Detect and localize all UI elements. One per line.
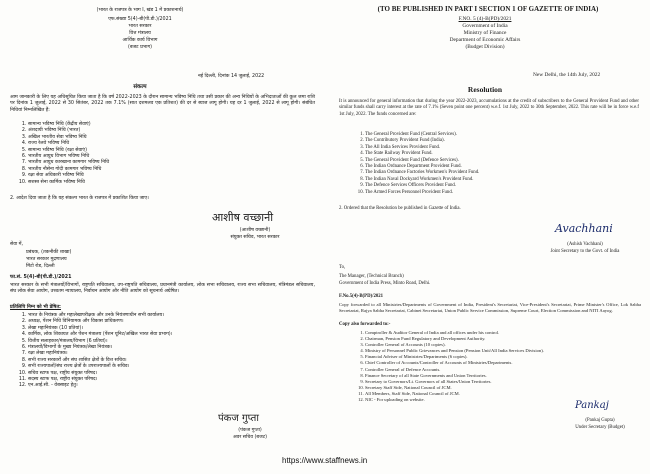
english-division: (Budget Division) — [465, 44, 505, 50]
list-item: 12. एन.आई.सी. - वेबसाइट हेतु। — [28, 383, 308, 389]
english-to-line: The Manager, (Technical Branch) — [339, 274, 404, 279]
english-signer2-name: (Pankaj Gupta) — [585, 418, 615, 423]
hindi-file-number: एफ.संख्या 5(4)-बी(पी.डी.)/2021 — [108, 17, 172, 22]
list-item: 10. सचिव स्टाफ पक्ष, राष्ट्रीय संयुक्त परिषद। — [28, 371, 308, 377]
list-item: 12. NIC - For uploading on website. — [365, 397, 650, 403]
hindi-copy-para: भारत सरकार के सभी मंत्रालयों/विभागों, राष्ट्रपति सचिवालय, उप-राष्ट्रपति सचिवालय, प्रधानमंत्री कार्यालय, लोक सभा सचिवालय, राज्य सभा सचिवालय, मंत्रिमंडल सचिवालय, संघ लोक सेवा आयोग, उच्चतम न्यायालय, निर्वाचन आयोग और नीति आयोग को सूचनार्थ अग्रेषित। — [10, 283, 315, 295]
english-signature: Avachhani — [555, 222, 613, 235]
list-item: 9. रक्षा सेवा अधिकारी भविष्य निधि — [28, 173, 308, 179]
footer-url: https://www.staffnews.in — [282, 456, 368, 465]
english-date: New Delhi, the 14th July, 2022 — [533, 72, 601, 78]
hindi-heading: संकल्प — [133, 84, 147, 90]
list-item: 9. सभी राज्यपालों/संघ राज्य क्षेत्रों के उपराज्यपालों के सचिव। — [28, 364, 308, 370]
hindi-body: आम जानकारी के लिए यह अधिसूचित किया जाता है कि वर्ष 2022-2023 के दौरान सामान्य भविष्य निधि तथा उसी प्रकार की अन्य निधियों के अभिदाताओं की कुल जमा राशि पर दिनांक 1 जुलाई, 2022 से 30 सितंबर, 2022 तक 7.1% (सात दशमलव एक प्रतिशत) की दर से ब्याज लागू होगी। यह दर 1 जुलाई, 2022 से लागू होगी। संबंधित निधियां निम्नलिखित हैं: — [10, 95, 315, 113]
list-item: 4. The State Railway Provident Fund. — [365, 151, 635, 157]
list-item: 3. अखिल भारतीय सेवा भविष्य निधि — [28, 135, 308, 141]
english-file-number: F.NO. 5 (4)-B(PD)/2021 — [458, 16, 512, 22]
hindi-government: भारत सरकार — [128, 24, 152, 29]
list-item: 1. सामान्य भविष्य निधि (केंद्रीय सेवाएं) — [28, 122, 308, 128]
english-copy-para: Copy forwarded to all Ministries/Departments of Government of India, President's Secretariat, Vice-President's Secretariat, Prime Minister's Office, Lok Sabha Secretariat, Rajya Sabha Secretariat, Cabinet Secretariat, Union Public Service Commission, Supreme Court, Election Commission and NITI Aayog. — [339, 302, 641, 313]
list-item: 1. The General Provident Fund (Central Services). — [365, 132, 635, 138]
list-item: 1. भारत के नियंत्रक और महालेखापरीक्षक और उनके नियंत्रणाधीन सभी कार्यालय। — [28, 313, 308, 319]
hindi-division: (बजट प्रभाग) — [127, 45, 153, 50]
list-item: 4. कार्मिक, लोक शिकायत और पेंशन मंत्रालय (पेंशन यूनिट/अखिल भारत सेवा प्रभाग)। — [28, 332, 308, 338]
list-item: 8. सभी राज्य सरकारों और संघ शासित क्षेत्रों के वित्त सचिव। — [28, 358, 308, 364]
list-item: 7. रक्षा लेखा महानियंत्रक। — [28, 351, 308, 357]
hindi-file-number-2: फा.सं. 5(4)-बी(पी.डी.)/2021 — [10, 275, 72, 280]
hindi-department: आर्थिक कार्य विभाग — [122, 38, 158, 43]
hindi-signature-2: पंकज गुप्ता — [218, 413, 259, 424]
hindi-signer-title: संयुक्त सचिव, भारत सरकार — [230, 235, 280, 240]
list-item: 4. Ministry of Personnel Public Grievances and Pension (Pension Unit/All India Services Division). — [365, 348, 650, 354]
list-item: 11. All Members, Staff Side, National Council of JCM. — [365, 391, 650, 397]
english-government: Government of India — [462, 23, 508, 29]
english-department: Department of Economic Affairs — [449, 37, 521, 43]
list-item: 2. अध्यक्ष, पेंशन निधि विनियामक और विकास प्राधिकरण। — [28, 319, 308, 325]
hindi-to-line: भारत सरकार मुद्रणालय — [26, 257, 67, 262]
list-item: 6. मंत्रालयों/विभागों के मुख्य नियंत्रक/लेखा नियंत्रक। — [28, 345, 308, 351]
english-gazette-header: (TO BE PUBLISHED IN PART I SECTION 1 OF GAZETTE OF INDIA) — [377, 5, 599, 13]
list-item: 6. The Indian Ordnance Department Provident Fund. — [365, 164, 635, 170]
list-item: 6. Chief Controller of Accounts/Controller of Accounts of Ministries/Departments. — [365, 360, 650, 366]
list-item: 8. भारतीय नौसेना गोदी कामगार भविष्य निधि — [28, 167, 308, 173]
hindi-copy-list — [14, 313, 308, 390]
hindi-signer2-title: अवर सचिव (बजट) — [232, 435, 267, 440]
list-item: 4. राज्य रेलवे भविष्य निधि — [28, 141, 308, 147]
english-order-line: 2. Ordered that the Resolution be published in Gazette of India. — [339, 206, 461, 211]
english-body: It is announced for general information that during the year 2022-2023, accumulations at the credit of subscribers to the General Provident Fund and other similar funds shall carry interest at the rate of 7.1% (Seven point one percent) w.e.f. 1st July, 2022 to 30th September, 2022. This rate will be in force w.e.f 1st July, 2022. The funds concerned are: — [339, 99, 639, 117]
hindi-signer2-name: (पंकज गुप्ता) — [238, 428, 262, 433]
list-item: 5. वित्तीय सलाहकार/मंत्रालय/विभाग (6 प्रतियां)। — [28, 339, 308, 345]
list-item: 9. The Defence Services Officers Provident Fund. — [365, 183, 635, 189]
list-item: 5. The General Provident Fund (Defence Services). — [365, 158, 635, 164]
hindi-signer-name: (आशीष वच्छानी) — [239, 228, 271, 233]
list-item: 11. सदस्य स्टाफ पक्ष, राष्ट्रीय संयुक्त परिषद। — [28, 377, 308, 383]
list-item: 1. Comptroller & Auditor General of India and all offices under his control. — [365, 330, 650, 336]
english-fund-list — [351, 132, 635, 196]
hindi-to-label: सेवा में, — [10, 242, 24, 247]
hindi-gazette-header: (भारत के राजपत्र के भाग I, खंड 1 में प्रकाशनार्थ) — [96, 8, 184, 13]
list-item: 7. The Indian Ordnance Factories Workmen's Provident Fund. — [365, 170, 635, 176]
list-item: 2. The Contributory Provident Fund (India). — [365, 138, 635, 144]
list-item: 3. लेखा महानियंत्रक (10 प्रतियां)। — [28, 326, 308, 332]
list-item: 5. सामान्य भविष्य निधि (रक्षा सेवाएं) — [28, 148, 308, 154]
list-item: 10. Secretary Staff Side, National Council of JCM. — [365, 385, 650, 391]
list-item: 7. भारतीय आयुध कारखाना कामगार भविष्य निधि — [28, 160, 308, 166]
english-signer2-title: Under Secretary (Budget) — [575, 425, 625, 430]
hindi-to-line: प्रबंधक, (तकनीकी शाखा) — [26, 250, 72, 255]
list-item: 3. The All India Services Provident Fund. — [365, 145, 635, 151]
english-copy-list — [351, 330, 650, 403]
english-ministry: Ministry of Finance — [463, 30, 507, 36]
english-signature-2: Pankaj — [575, 400, 609, 411]
english-to-label: To, — [339, 265, 346, 270]
list-item: 7. Controller General of Defence Accounts. — [365, 367, 650, 373]
list-item: 8. The Indian Naval Dockyard Workmen's Provident Fund. — [365, 177, 635, 183]
list-item: 10. The Armed Forces Personnel Provident Fund. — [365, 190, 635, 196]
hindi-order-line: 2. आदेश दिया जाता है कि यह संकल्प भारत के राजपत्र में प्रकाशित किया जाए। — [10, 196, 149, 201]
hindi-date: नई दिल्ली, दिनांक 14 जुलाई, 2022 — [198, 74, 265, 79]
list-item: 3. Controller General of Accounts (10 copies). — [365, 342, 650, 348]
hindi-copy-heading: प्रतिलिपि निम्न को भी प्रेषित: — [10, 305, 61, 310]
list-item: 9. Secretary to Governors/Lt. Governors of all States/Union Territories. — [365, 379, 650, 385]
english-page — [325, 0, 650, 474]
list-item: 10. सशस्त्र सेना कार्मिक भविष्य निधि — [28, 180, 308, 186]
english-to-line: Government of India Press, Minto Road, Delhi. — [339, 281, 431, 286]
hindi-ministry: वित्त मंत्रालय — [129, 31, 151, 36]
list-item: 2. अंशदायी भविष्य निधि (भारत) — [28, 128, 308, 134]
list-item: 6. भारतीय आयुध विभाग भविष्य निधि — [28, 154, 308, 160]
english-signer-name: (Ashish Vachhani) — [567, 242, 603, 247]
hindi-to-line: मिंटो रोड, दिल्ली — [26, 264, 55, 269]
list-item: 5. Financial Adviser of Ministries/Departments (6 copies). — [365, 354, 650, 360]
english-heading: Resolution — [467, 85, 503, 94]
english-copy-heading: Copy also forwarded to:- — [339, 322, 391, 327]
hindi-fund-list — [14, 122, 308, 186]
list-item: 2. Chairman, Pension Fund Regulatory and Development Authority. — [365, 336, 650, 342]
hindi-signature: आशीष वच्छानी — [212, 211, 274, 224]
english-file-number-2: F.No.5(4)-B(PD)/2021 — [339, 294, 384, 299]
list-item: 8. Finance Secretary of all State Governments and Union Territories. — [365, 373, 650, 379]
english-signer-title: Joint Secretary to the Govt. of India — [550, 249, 620, 254]
